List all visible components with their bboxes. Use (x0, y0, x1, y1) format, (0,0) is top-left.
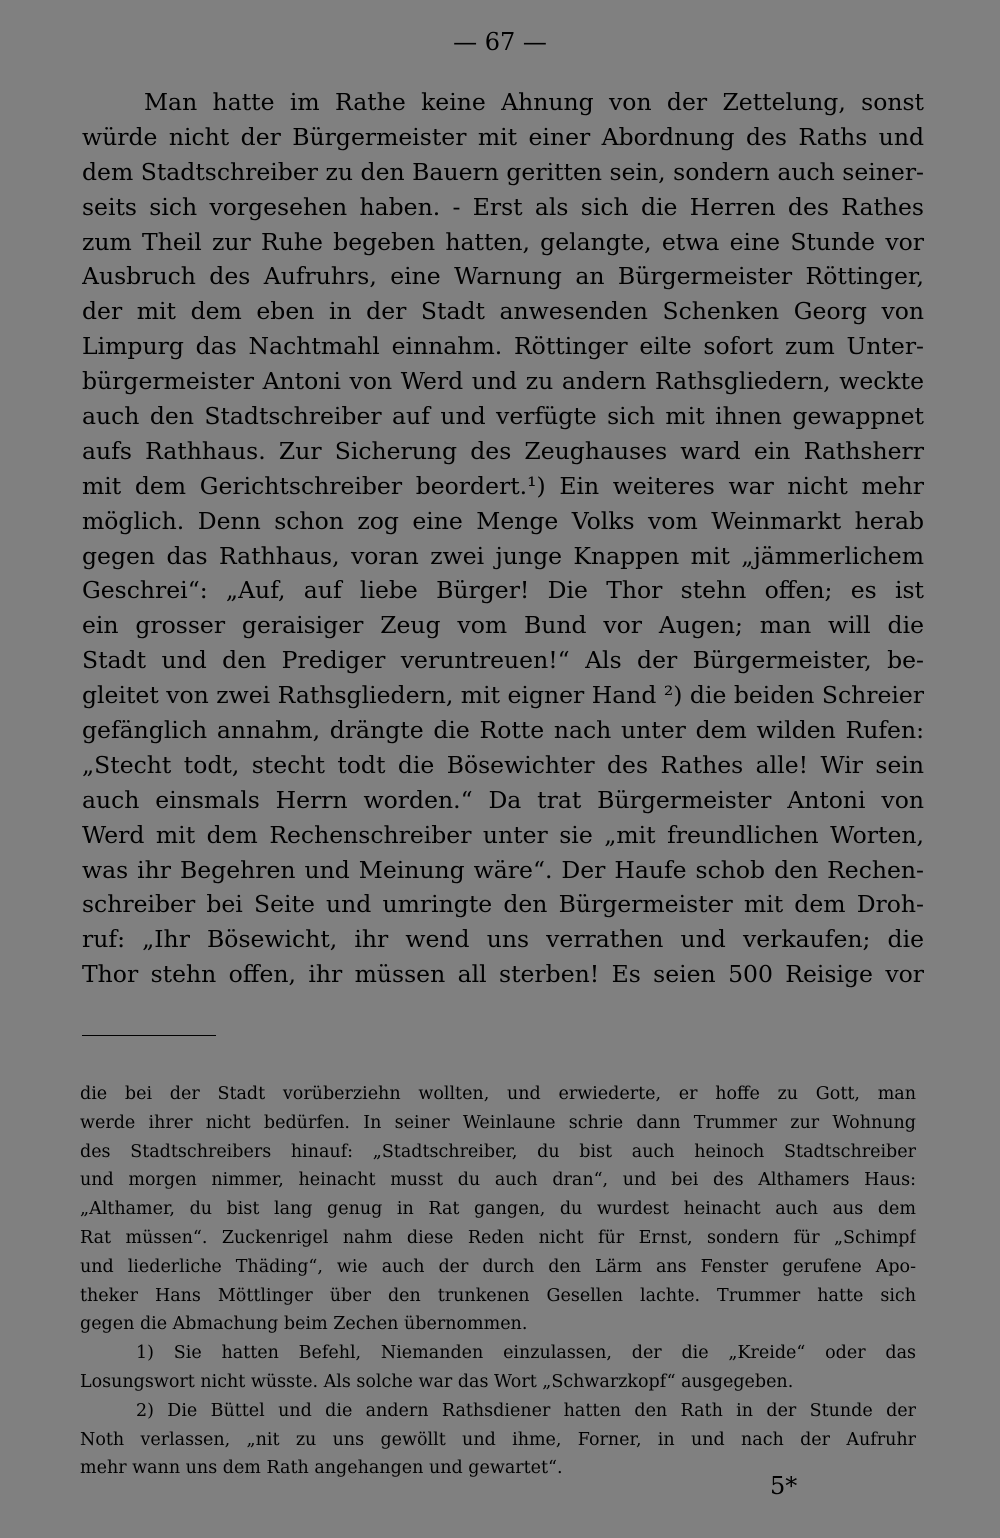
footnote-line: mehr wann uns dem Rath angehangen und gewartet“. (80, 1458, 563, 1479)
text-line: „Stecht todt, stecht todt die Bösewichter des Rathes alle! Wir sein (82, 750, 924, 779)
page-number: — 67 — (453, 28, 547, 56)
text-line: seits sich vorgesehen haben. - Erst als sich die Herren des Rathes (82, 192, 924, 221)
text-line: gefänglich annahm, drängte die Rotte nach unter dem wilden Rufen: (82, 716, 924, 745)
text-line: bürgermeister Antoni von Werd und zu andern Rathsgliedern, weckte (82, 367, 924, 396)
text-line: auch den Stadtschreiber auf und verfügte sich mit ihnen gewappnet (82, 402, 924, 431)
text-line: was ihr Begehren und Meinung wäre“. Der Haufe schob den Rechen- (82, 855, 924, 884)
footnote-line: werde ihrer nicht bedürfen. In seiner Weinlaune schrie dann Trummer zur Wohnung (80, 1112, 916, 1133)
text-line: Werd mit dem Rechenschreiber unter sie „mit freundlichen Worten, (82, 820, 924, 849)
footnotes (80, 1080, 916, 1483)
text-line: mit dem Gerichtschreiber beordert.¹) Ein weiteres war nicht mehr (82, 471, 924, 500)
text-line: auch einsmals Herrn worden.“ Da trat Bürgermeister Antoni von (82, 785, 924, 814)
text-line: ruf: „Ihr Bösewicht, ihr wend uns verrathen und verkaufen; die (82, 925, 924, 954)
signature-mark: 5* (770, 1472, 798, 1500)
footnote-line: gegen die Abmachung beim Zechen übernommen. (80, 1314, 528, 1335)
text-line: gleitet von zwei Rathsgliedern, mit eigner Hand ²) die beiden Schreier (82, 681, 924, 710)
footnote-divider (82, 1035, 216, 1036)
text-line: aufs Rathhaus. Zur Sicherung des Zeughauses ward ein Rathsherr (82, 436, 924, 465)
footnote-line: Rat müssen“. Zuckenrigel nahm diese Reden nicht für Ernst, sondern für „Schimpf (80, 1227, 916, 1248)
footnote-line: die bei der Stadt vorüberziehn wollten, und erwiederte, er hoffe zu Gott, man (80, 1084, 916, 1104)
text-line: der mit dem eben in der Stadt anwesenden Schenken Georg von (82, 297, 924, 326)
text-line: schreiber bei Seite und umringte den Bürgermeister mit dem Droh- (82, 890, 924, 919)
footnote-line: „Althamer, du bist lang genug in Rat gangen, du wurdest heinacht auch aus dem (80, 1199, 916, 1220)
footnote-line: des Stadtschreibers hinauf: „Stadtschreiber, du bist auch heinoch Stadtschreiber (80, 1141, 916, 1162)
main-text (82, 85, 924, 992)
text-line: ein grosser geraisiger Zeug vom Bund vor Augen; man will die (82, 611, 924, 640)
text-line: Man hatte im Rathe keine Ahnung von der Zettelung, sonst (144, 88, 924, 116)
text-line: würde nicht der Bürgermeister mit einer Abordnung des Raths und (82, 122, 924, 151)
footnote-2: 2) Die Büttel und die andern Rathsdiener hatten den Rath in der Stunde der (136, 1400, 916, 1421)
footnote-line: und liederliche Thäding“, wie auch der durch den Lärm ans Fenster gerufene Apo- (80, 1256, 916, 1277)
text-line: möglich. Denn schon zog eine Menge Volks vom Weinmarkt herab (82, 506, 924, 535)
text-line: gegen das Rathhaus, voran zwei junge Knappen mit „jämmerlichem (82, 541, 924, 570)
text-line: zum Theil zur Ruhe begeben hatten, gelangte, etwa eine Stunde vor (82, 227, 924, 256)
text-line: Geschrei“: „Auf, auf liebe Bürger! Die Thor stehn offen; es ist (82, 576, 924, 605)
footnote-line: Noth verlassen, „nit zu uns gewöllt und ihme, Forner, in und nach der Aufruhr (80, 1429, 916, 1450)
text-line: Limpurg das Nachtmahl einnahm. Röttinger eilte sofort zum Unter- (82, 332, 924, 361)
text-line: dem Stadtschreiber zu den Bauern geritten sein, sondern auch seiner- (82, 157, 924, 186)
footnote-line: theker Hans Möttlinger über den trunkenen Gesellen lachte. Trummer hatte sich (80, 1285, 916, 1306)
footnote-1: 1) Sie hatten Befehl, Niemanden einzulassen, der die „Kreide“ oder das (136, 1343, 916, 1364)
footnote-line: Losungswort nicht wüsste. Als solche war das Wort „Schwarzkopf“ ausgegeben. (80, 1371, 794, 1392)
footnote-line: und morgen nimmer, heinacht musst du auch dran“, und bei des Althamers Haus: (80, 1170, 916, 1191)
text-line: Ausbruch des Aufruhrs, eine Warnung an Bürgermeister Röttinger, (82, 262, 924, 291)
text-line: Stadt und den Prediger veruntreuen!“ Als der Bürgermeister, be- (82, 646, 924, 675)
text-line: Thor stehn offen, ihr müssen all sterben! Es seien 500 Reisige vor (82, 960, 924, 989)
